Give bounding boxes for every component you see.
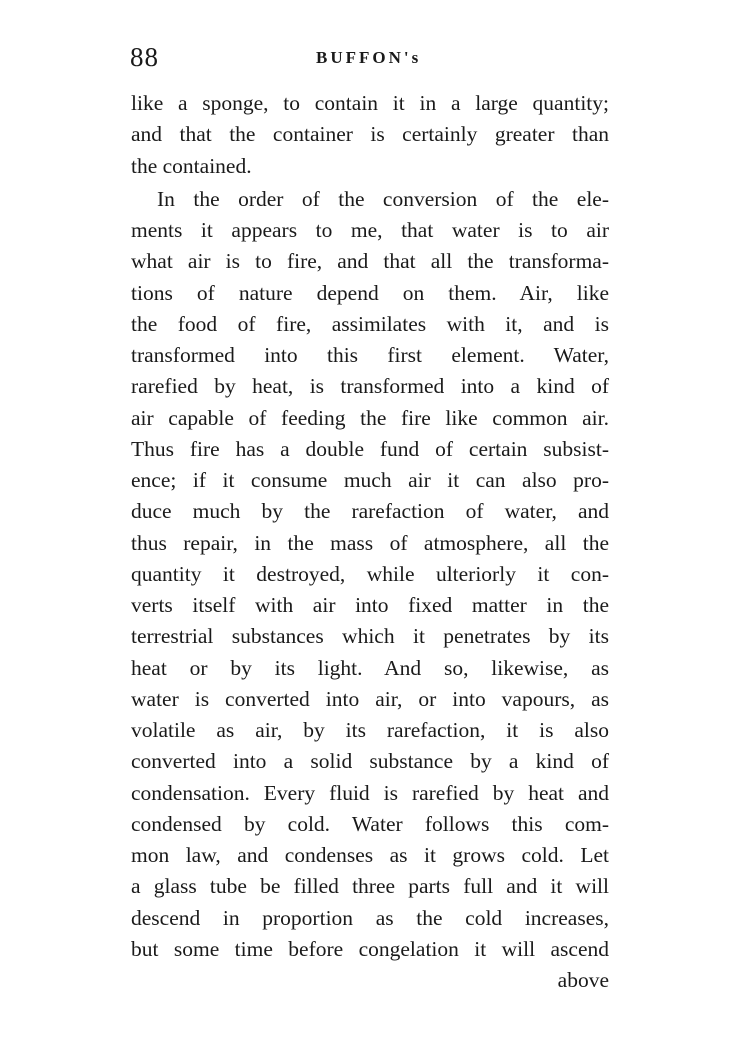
text-line: heat or by its light. And so, likewise, as <box>131 655 609 680</box>
text-line: volatile as air, by its rarefaction, it is also <box>131 718 609 742</box>
text-line: tions of nature depend on them. Air, like <box>131 280 609 305</box>
text-line: condensation. Every fluid is rarefied by heat and <box>131 780 609 805</box>
text-line: a glass tube be filled three parts full and it will <box>131 874 609 899</box>
text-line: like a sponge, to contain it in a large quantity; <box>131 91 609 115</box>
text-line: duce much by the rarefaction of water, and <box>131 499 609 524</box>
text-line: quantity it destroyed, while ulteriorly it con- <box>131 561 609 586</box>
text-line: verts itself with air into fixed matter in the <box>131 593 609 617</box>
text-line: what air is to fire, and that all the transforma- <box>131 249 609 274</box>
text-line: but some time before congelation it will ascend <box>131 936 609 961</box>
text-line: and that the container is certainly greater than <box>131 122 609 147</box>
text-line: terrestrial substances which it penetrates by its <box>131 624 609 649</box>
body-text <box>131 88 609 996</box>
text-line: rarefied by heat, is transformed into a kind of <box>131 374 609 399</box>
text-line: Thus fire has a double fund of certain subsist- <box>131 436 609 461</box>
page-number: 88 <box>130 42 159 72</box>
text-line: mon law, and condenses as it grows cold. Let <box>131 843 609 867</box>
text-line: transformed into this first element. Water, <box>131 343 609 367</box>
text-line: ence; if it consume much air it can also pro- <box>131 468 609 492</box>
text-line: air capable of feeding the fire like common air. <box>131 405 609 430</box>
text-line: thus repair, in the mass of atmosphere, all the <box>131 530 609 555</box>
text-line: the food of fire, assimilates with it, and is <box>131 311 609 336</box>
text-line: condensed by cold. Water follows this com- <box>131 811 609 836</box>
catchword: above <box>557 968 609 992</box>
text-line: the contained. <box>131 153 252 178</box>
paragraph-start-line: In the order of the conversion of the ele- <box>157 186 609 211</box>
text-line: converted into a solid substance by a kind of <box>131 749 609 774</box>
running-head: BUFFON's <box>316 48 422 67</box>
page-header <box>130 42 610 76</box>
text-line: descend in proportion as the cold increases, <box>131 905 609 930</box>
text-line: water is converted into air, or into vapours, as <box>131 686 609 711</box>
text-line: ments it appears to me, that water is to air <box>131 218 609 242</box>
